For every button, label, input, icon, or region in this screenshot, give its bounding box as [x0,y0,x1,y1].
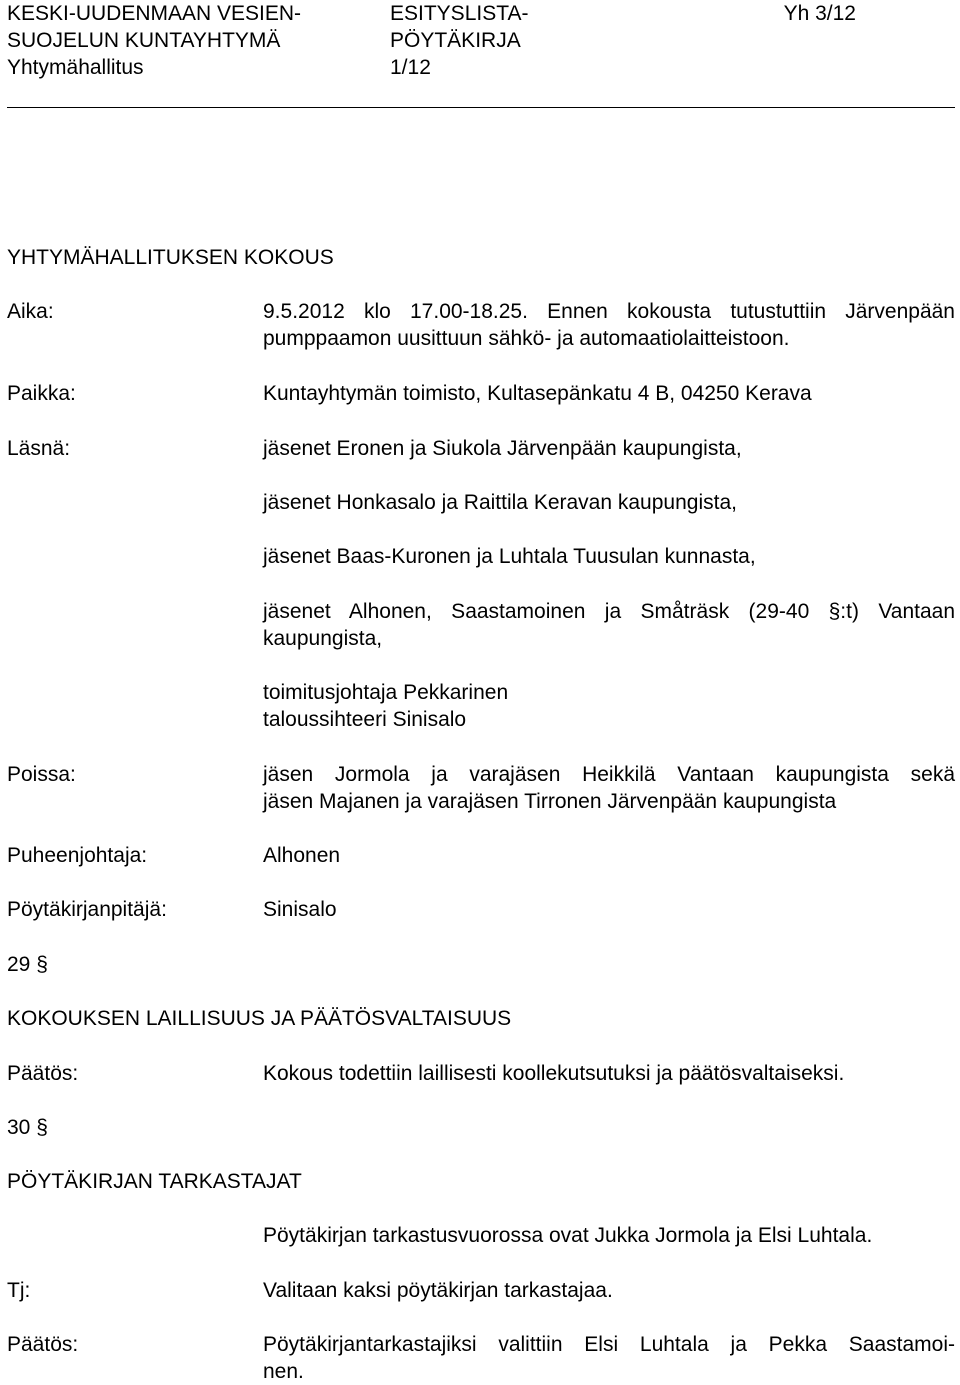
header-page-ref [784,0,856,27]
lasna-entry-5-line-2: taloussihteeri Sinisalo [263,708,467,731]
lasna-entry-3: jäsenet Baas-Kuronen ja Luhtala Tuusulan kunnasta, [263,545,756,568]
lasna-entry-2: jäsenet Honkasalo ja Raittila Keravan kaupungista, [263,491,737,514]
aika-value [263,298,955,352]
lasna-entry-5-line-1: toimitusjohtaja Pekkarinen [263,681,509,704]
aika-line-1: 9.5.2012 klo 17.00-18.25. Ennen kokousta tutustuttiin Järvenpään [263,300,955,323]
meeting-title: YHTYMÄHALLITUKSEN KOKOUS [7,246,334,269]
poissa-label: Poissa: [7,763,76,786]
section-30-paatos-line-1: Pöytäkirjantarkastajiksi valittiin Elsi Luhtala ja Pekka Saastamoi- [263,1333,955,1356]
section-30-tj-label: Tj: [7,1279,31,1302]
paikka-value: Kuntayhtymän toimisto, Kultasepänkatu 4 B, 04250 Kerava [263,382,812,405]
page-ref: Yh 3/12 [783,2,856,25]
section-29-paatos-value: Kokous todettiin laillisesti koollekutsutuksi ja päätösvaltaiseksi. [263,1062,845,1085]
header-divider [7,107,955,108]
doc-line-1: ESITYSLISTA- [390,2,529,25]
lasna-entry-5 [263,679,955,733]
poytakirjanpitaja-label: Pöytäkirjanpitäjä: [7,898,167,921]
header-organization [7,0,301,81]
section-30-number: 30 § [7,1116,48,1139]
lasna-entry-1: jäsenet Eronen ja Siukola Järvenpään kaupungista, [263,437,742,460]
org-line-1: KESKI-UUDENMAAN VESIEN- [7,2,302,25]
poissa-value [263,761,955,815]
poytakirjanpitaja-value: Sinisalo [263,898,337,921]
section-29-title: KOKOUKSEN LAILLISUUS JA PÄÄTÖSVALTAISUUS [7,1007,512,1030]
paikka-label: Paikka: [7,382,76,405]
header-document-type [390,0,528,81]
section-30-intro: Pöytäkirjan tarkastusvuorossa ovat Jukka Jormola ja Elsi Luhtala. [263,1224,873,1247]
lasna-entry-4 [263,598,955,652]
section-30-paatos-value [263,1331,955,1385]
puheenjohtaja-label: Puheenjohtaja: [7,844,148,867]
puheenjohtaja-value: Alhonen [263,844,341,867]
poissa-line-1: jäsen Jormola ja varajäsen Heikkilä Vantaan kaupungista sekä [263,763,955,786]
section-30-title: PÖYTÄKIRJAN TARKASTAJAT [7,1170,302,1193]
lasna-entry-4-line-2: kaupungista, [263,627,383,650]
org-line-3: Yhtymähallitus [7,56,144,79]
poissa-line-2: jäsen Majanen ja varajäsen Tirronen Järvenpään kaupungista [263,790,837,813]
section-30-paatos-line-2: nen. [263,1360,304,1383]
section-29-number: 29 § [7,953,48,976]
section-30-paatos-label: Päätös: [7,1333,79,1356]
aika-line-2: pumppaamon uusittuun sähkö- ja automaatiolaitteistoon. [263,327,790,350]
section-29-paatos-label: Päätös: [7,1062,79,1085]
lasna-label: Läsnä: [7,437,71,460]
org-line-2: SUOJELUN KUNTAYHTYMÄ [7,29,281,52]
doc-line-3: 1/12 [390,56,431,79]
aika-label: Aika: [7,300,54,323]
doc-line-2: PÖYTÄKIRJA [390,29,521,52]
section-30-tj-value: Valitaan kaksi pöytäkirjan tarkastajaa. [263,1279,613,1302]
lasna-entry-4-line-1: jäsenet Alhonen, Saastamoinen ja Småträsk (29-40 §:t) Vantaan [263,600,955,623]
